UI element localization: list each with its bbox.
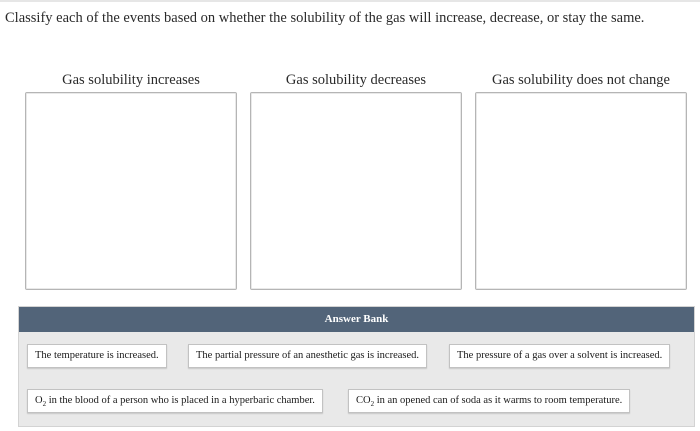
answer-chip-co2-soda[interactable]: [348, 389, 630, 413]
chip-text: in the blood of a person who is placed in a hyperbaric chamber.: [46, 395, 315, 406]
formula-subscript: 2: [42, 400, 47, 409]
drop-zone-decreases[interactable]: [250, 92, 462, 290]
chip-text: in an opened can of soda as it warms to room temperature.: [374, 395, 623, 406]
answer-chip-temperature-increased[interactable]: The temperature is increased.: [27, 344, 167, 368]
answer-chip-anesthetic-partial-pressure[interactable]: The partial pressure of an anesthetic gas is increased.: [188, 344, 427, 368]
category-heading-increases: Gas solubility increases: [62, 72, 200, 88]
top-divider: [0, 0, 700, 2]
category-heading-no-change: Gas solubility does not change: [491, 72, 670, 88]
answer-chip-gas-pressure-increased[interactable]: The pressure of a gas over a solvent is increased.: [449, 344, 670, 368]
category-heading-decreases: Gas solubility decreases: [285, 72, 427, 88]
drop-zone-increases[interactable]: [25, 92, 237, 290]
formula-co2: CO: [356, 395, 371, 406]
answer-bank-header: Answer Bank: [19, 307, 694, 332]
formula-o2: O: [35, 395, 43, 406]
question-prompt: Classify each of the events based on whether the solubility of the gas will increase, decrease, or stay the same.: [5, 10, 645, 26]
drop-zone-no-change[interactable]: [475, 92, 687, 290]
formula-subscript: 2: [370, 400, 375, 409]
answer-bank[interactable]: [18, 306, 695, 427]
answer-chip-o2-hyperbaric[interactable]: [27, 389, 323, 413]
